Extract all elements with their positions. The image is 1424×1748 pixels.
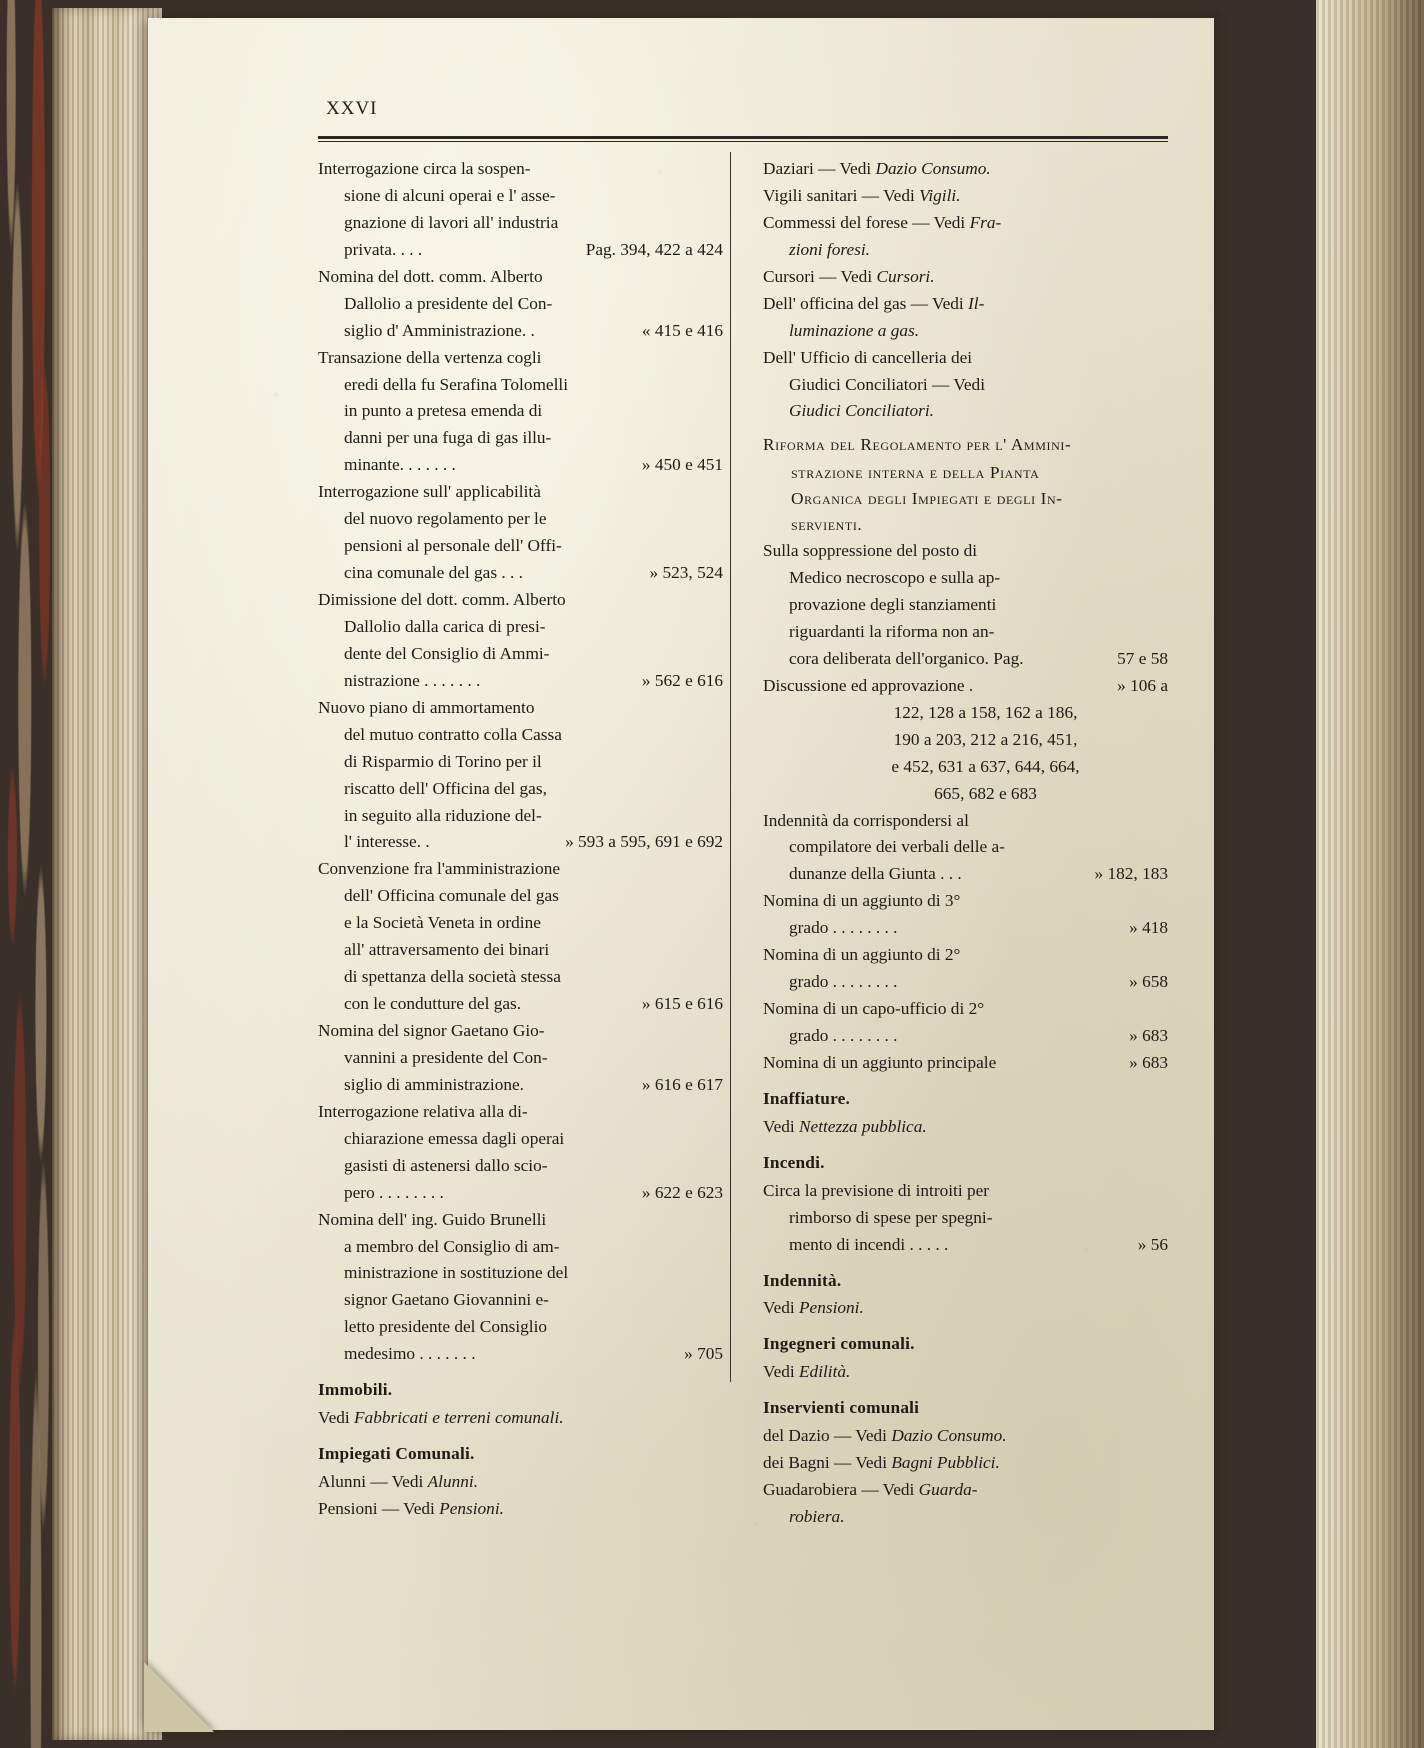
- entry-text-continued: vannini a presidente del Con-: [344, 1047, 548, 1067]
- entry-text-continued: eredi della fu Serafina Tolomelli: [344, 374, 569, 394]
- index-section-heading: Incendi.: [763, 1152, 825, 1172]
- entry-text: cina comunale del gas . . .: [344, 563, 523, 583]
- entry-page-ref: 57 e 58: [1117, 648, 1168, 668]
- entry-page-ref: » 523, 524: [649, 563, 723, 583]
- index-entry: [318, 264, 723, 290]
- page-content: [318, 98, 1168, 1531]
- entry-page-ref: » 683: [1129, 1052, 1168, 1072]
- index-entry: [318, 318, 723, 344]
- cross-reference: del Dazio — Vedi Dazio Consumo.: [763, 1426, 1007, 1446]
- entry-text-continued: all' attraversamento dei binari: [344, 940, 550, 960]
- index-entry: [763, 915, 1168, 941]
- index-entry: [763, 646, 1168, 672]
- header-rule: [318, 136, 1168, 142]
- index-entry: [318, 587, 723, 613]
- entry-text: Nomina di un capo-ufficio di 2°: [763, 999, 985, 1019]
- cross-reference: [763, 1504, 1168, 1530]
- entry-text: Nomina di un aggiunto di 2°: [763, 945, 961, 965]
- entry-text: Interrogazione sull' applicabilità: [318, 482, 541, 502]
- index-section-heading: Ingegneri comunali.: [763, 1334, 915, 1354]
- entry-text: privata. . . .: [344, 239, 423, 259]
- entry-page-ref-continued: e 452, 631 a 637, 644, 664,: [891, 756, 1080, 776]
- entry-text-continued: di spettanza della società stessa: [344, 967, 561, 987]
- entry-text: Dimissione del dott. comm. Alberto: [318, 590, 566, 609]
- entry-page-ref-continued: 122, 128 a 158, 162 a 186,: [893, 702, 1078, 722]
- index-entry: [318, 479, 723, 505]
- cross-reference-target: Dazio Consumo.: [875, 159, 991, 178]
- entry-page-ref-continued: 190 a 203, 212 a 216, 451,: [893, 729, 1078, 749]
- entry-text: mento di incendi . . . . .: [789, 1234, 949, 1254]
- right-column: [737, 156, 1168, 1531]
- entry-page-ref: » 683: [1129, 1026, 1168, 1045]
- entry-page-ref: » 182, 183: [1094, 864, 1168, 884]
- entry-text-continued: Medico necroscopo e sulla ap-: [789, 568, 1001, 588]
- cross-reference: Daziari — Vedi Dazio Consumo.: [763, 159, 991, 178]
- right-main-heading: [763, 432, 1168, 538]
- index-entry: [763, 1050, 1168, 1076]
- paper-sheet: [148, 18, 1214, 1730]
- entry-text: grado . . . . . . . .: [789, 1026, 898, 1045]
- entry-text: Sulla soppressione del posto di: [763, 541, 978, 561]
- entry-text-continued: compilatore dei verbali delle a-: [789, 837, 1005, 857]
- entry-page-ref: » 562 e 616: [641, 670, 723, 690]
- entry-text: medesimo . . . . . . .: [344, 1344, 476, 1364]
- cross-reference: Giudici Conciliatori — Vedi: [789, 374, 985, 394]
- entry-text-continued: dente del Consiglio di Ammi-: [344, 643, 550, 663]
- cross-reference-target: Alunni.: [427, 1472, 479, 1491]
- cross-reference: [763, 398, 1168, 424]
- entry-text-continued: signor Gaetano Giovannini e-: [344, 1290, 549, 1310]
- entry-page-ref: Pag. 394, 422 a 424: [585, 239, 723, 259]
- cross-reference: Alunni — Vedi Alunni.: [318, 1472, 479, 1491]
- entry-text-continued: a membro del Consiglio di am-: [344, 1236, 560, 1256]
- entry-text: Nomina del signor Gaetano Gio-: [318, 1021, 545, 1040]
- entry-text: Nomina di un aggiunto di 3°: [763, 891, 961, 911]
- index-entry: [318, 452, 723, 478]
- entry-page-ref: » 56: [1137, 1234, 1168, 1254]
- index-entry: [318, 345, 723, 371]
- index-section-heading: Inservienti comunali: [763, 1398, 920, 1418]
- cross-reference-target: Il-: [968, 293, 985, 313]
- entry-text-continued: ministrazione in sostituzione del: [344, 1263, 569, 1283]
- major-heading-line: Riforma del Regolamento per l' Ammini-: [763, 435, 1072, 455]
- cross-reference: Vedi Pensioni.: [763, 1298, 864, 1318]
- entry-text: Interrogazione relativa alla di-: [318, 1101, 528, 1121]
- entry-text: siglio di amministrazione.: [344, 1074, 524, 1094]
- index-entry: [763, 808, 1168, 834]
- index-section-heading: Impiegati Comunali.: [318, 1444, 475, 1464]
- entry-page-ref: » 450 e 451: [641, 455, 723, 475]
- cross-reference: Vedi Fabbricati e terreni comunali.: [318, 1408, 564, 1428]
- index-entry: [318, 1341, 723, 1367]
- page-edges-right: [1316, 0, 1424, 1748]
- entry-text-continued: e la Società Veneta in ordine: [344, 913, 541, 933]
- page-edges-left: [52, 8, 162, 1740]
- cross-reference-target: Cursori.: [876, 266, 935, 286]
- entry-text-continued: sione di alcuni operai e l' asse-: [344, 185, 556, 205]
- entry-text-continued: rimborso di spese per spegni-: [789, 1207, 993, 1227]
- entry-text: con le condutture del gas.: [344, 994, 522, 1014]
- entry-text: minante. . . . . . .: [344, 455, 456, 475]
- cross-reference-target: Vigili.: [919, 185, 961, 205]
- entry-text: pero . . . . . . . .: [344, 1182, 444, 1202]
- entry-page-ref: » 658: [1129, 972, 1168, 992]
- right-section-list: [763, 1086, 1168, 1530]
- column-divider: [730, 152, 731, 1382]
- index-entry: [318, 1018, 723, 1044]
- entry-text-continued: Dallolio a presidente del Con-: [344, 293, 553, 313]
- entry-page-ref: » 418: [1129, 918, 1168, 938]
- entry-text-continued: danni per una fuga di gas illu-: [344, 428, 552, 448]
- cross-reference-target: Pensioni.: [439, 1498, 504, 1518]
- index-entry: [318, 695, 723, 721]
- entry-text-continued: pensioni al personale dell' Offi-: [344, 536, 562, 556]
- index-entry: [318, 237, 723, 263]
- cross-reference-target: Nettezza pubblica.: [799, 1116, 927, 1136]
- entry-page-ref: « 415 e 416: [641, 320, 723, 340]
- entry-text: dunanze della Giunta . . .: [789, 864, 962, 884]
- entry-text: nistrazione . . . . . . .: [344, 670, 481, 690]
- index-entry: [763, 861, 1168, 887]
- index-entry: [763, 538, 1168, 564]
- index-section-heading: Inaffiature.: [763, 1088, 851, 1108]
- entry-text-continued: provazione degli stanziamenti: [789, 595, 997, 614]
- cross-reference-target: robiera.: [789, 1507, 845, 1526]
- major-heading-line: Organica degli Impiegati e degli In-: [791, 489, 1063, 509]
- index-entry: [763, 1178, 1168, 1204]
- cross-reference-target: luminazione a gas.: [789, 320, 920, 340]
- entry-text: Indennità da corrispondersi al: [763, 810, 969, 830]
- cross-reference-target: Pensioni.: [799, 1298, 864, 1318]
- cross-reference: Vedi Edilità.: [763, 1362, 851, 1382]
- index-entry: [318, 1207, 723, 1233]
- folded-corner: [144, 1662, 214, 1732]
- index-entry: [318, 156, 723, 182]
- entry-text-continued: riguardanti la riforma non an-: [789, 621, 995, 641]
- entry-text-continued: gnazione di lavori all' industria: [344, 212, 559, 232]
- entry-text: Circa la previsione di introiti per: [763, 1180, 990, 1200]
- cross-reference: dei Bagni — Vedi Bagni Pubblici.: [763, 1453, 1000, 1473]
- index-entry: [763, 1232, 1168, 1258]
- entry-text: Nomina di un aggiunto principale: [763, 1052, 997, 1072]
- two-column-index: [318, 156, 1168, 1531]
- entry-text-continued: in seguito alla riduzione del-: [344, 805, 542, 825]
- left-section-list: [318, 1377, 723, 1522]
- cross-reference: Dell' officina del gas — Vedi Il-: [763, 293, 985, 313]
- cross-reference: Vigili sanitari — Vedi Vigili.: [763, 185, 961, 205]
- index-entry: [763, 673, 1168, 699]
- cross-reference-target: Dazio Consumo.: [891, 1426, 1007, 1446]
- cross-reference: Guadarobiera — Vedi Guarda-: [763, 1480, 978, 1500]
- index-entry: [763, 888, 1168, 914]
- index-entry: [318, 1180, 723, 1206]
- index-entry: [763, 1023, 1168, 1049]
- entry-text-continued: in punto a pretesa emenda di: [344, 401, 543, 421]
- cross-reference: Commessi del forese — Vedi Fra-: [763, 212, 1002, 232]
- entry-text-continued: gasisti di astenersi dallo scio-: [344, 1155, 548, 1175]
- cross-reference: [763, 237, 1168, 263]
- entry-page-ref: » 593 a 595, 691 e 692: [565, 832, 723, 852]
- right-entry-list: [763, 538, 1168, 1076]
- index-section-heading: Indennità.: [763, 1270, 842, 1290]
- cross-reference: Pensioni — Vedi Pensioni.: [318, 1498, 504, 1518]
- left-entry-list: [318, 156, 723, 1367]
- index-entry: [318, 1099, 723, 1125]
- entry-text: Interrogazione circa la sospen-: [318, 159, 531, 178]
- index-entry: [763, 969, 1168, 995]
- entry-page-ref-continued: 665, 682 e 683: [934, 783, 1037, 803]
- entry-text-continued: chiarazione emessa dagli operai: [344, 1128, 565, 1148]
- cross-reference-target: zioni foresi.: [789, 239, 870, 259]
- cross-reference-target: Bagni Pubblici.: [891, 1453, 1000, 1473]
- entry-text: cora deliberata dell'organico. Pag.: [789, 648, 1024, 668]
- index-entry: [318, 829, 723, 855]
- index-entry: [763, 942, 1168, 968]
- index-section-heading: Immobili.: [318, 1380, 393, 1400]
- entry-text-continued: dell' Officina comunale del gas: [344, 886, 559, 906]
- entry-text-continued: riscatto dell' Officina del gas,: [344, 778, 547, 798]
- cross-reference: Dell' Ufficio di cancelleria dei: [763, 347, 973, 367]
- entry-text: Convenzione fra l'amministrazione: [318, 859, 561, 879]
- cross-reference-target: Edilità.: [799, 1362, 851, 1382]
- entry-text: Nuovo piano di ammortamento: [318, 697, 535, 717]
- index-entry: [318, 668, 723, 694]
- entry-text-continued: del mutuo contratto colla Cassa: [344, 724, 562, 744]
- entry-text: siglio d' Amministrazione. .: [344, 320, 535, 340]
- entry-text-continued: letto presidente del Consiglio: [344, 1317, 548, 1337]
- cross-reference: [763, 318, 1168, 344]
- major-heading-line: servienti.: [791, 515, 863, 535]
- cross-reference: Cursori — Vedi Cursori.: [763, 266, 935, 286]
- entry-page-ref: » 615 e 616: [641, 994, 723, 1014]
- entry-text: Transazione della vertenza cogli: [318, 347, 542, 367]
- index-entry: [318, 991, 723, 1017]
- index-entry: [318, 560, 723, 586]
- entry-text: Nomina del dott. comm. Alberto: [318, 266, 543, 286]
- cross-reference-target: Fabbricati e terreni comunali.: [354, 1408, 564, 1428]
- entry-text: Nomina dell' ing. Guido Brunelli: [318, 1209, 547, 1229]
- index-entry: [318, 856, 723, 882]
- entry-text: Discussione ed approvazione .: [763, 675, 974, 695]
- entry-text: l' interesse. .: [344, 832, 430, 852]
- right-crossref-list: [763, 156, 1168, 424]
- entry-text-continued: Dallolio dalla carica di presi-: [344, 616, 546, 636]
- entry-page-ref: » 616 e 617: [641, 1074, 723, 1094]
- cross-reference: Vedi Nettezza pubblica.: [763, 1116, 927, 1136]
- entry-page-ref: » 622 e 623: [641, 1182, 723, 1202]
- left-column: [318, 156, 737, 1531]
- entry-text: grado . . . . . . . .: [789, 918, 898, 938]
- entry-text: grado . . . . . . . .: [789, 972, 898, 992]
- cross-reference-target: Fra-: [969, 212, 1002, 232]
- entry-page-ref: » 106 a: [1117, 675, 1168, 695]
- index-entry: [763, 996, 1168, 1022]
- folio-number: XXVI: [326, 98, 378, 119]
- cross-reference-target: Guarda-: [918, 1480, 978, 1500]
- entry-text-continued: del nuovo regolamento per le: [344, 509, 547, 529]
- entry-page-ref: » 705: [684, 1344, 723, 1364]
- index-entry: [318, 1072, 723, 1098]
- entry-text-continued: di Risparmio di Torino per il: [344, 751, 542, 771]
- major-heading-line: strazione interna e della Pianta: [791, 463, 1040, 483]
- cross-reference-target: Giudici Conciliatori.: [789, 401, 934, 421]
